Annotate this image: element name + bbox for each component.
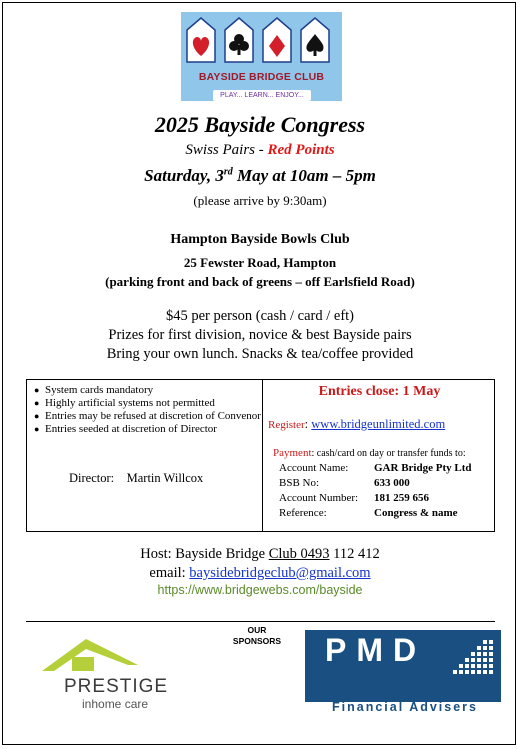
date-time: May at 10am – 5pm bbox=[232, 166, 376, 185]
account-value: 633 000 bbox=[374, 477, 410, 489]
prestige-sub: inhome care bbox=[82, 697, 149, 711]
entries-close: Entries close: 1 May bbox=[318, 384, 441, 399]
red-points-label: Red Points bbox=[267, 142, 335, 158]
pmd-name: PMD bbox=[325, 632, 427, 668]
register-link[interactable]: www.bridgeunlimited.com bbox=[311, 417, 446, 431]
rule-item: ● System cards mandatory bbox=[34, 384, 154, 396]
account-key: BSB No: bbox=[279, 477, 320, 489]
arrival-note: (please arrive by 9:30am) bbox=[193, 193, 327, 208]
director-label: Director: bbox=[69, 471, 115, 485]
director-name: Martin Willcox bbox=[126, 471, 204, 485]
account-key: Account Number: bbox=[279, 492, 359, 504]
host-line bbox=[0, 546, 520, 563]
sponsors-heading bbox=[214, 625, 300, 647]
bar-chart-icon bbox=[453, 636, 503, 676]
account-name-row bbox=[279, 462, 471, 474]
payment-line bbox=[273, 447, 466, 459]
rule-item: ● Highly artificial systems not permitted bbox=[34, 397, 215, 409]
account-value: GAR Bridge Pty Ltd bbox=[374, 462, 472, 474]
pmd-logo bbox=[305, 630, 501, 714]
rule-item: ● Entries may be refused at discretion of Convenor bbox=[34, 410, 261, 422]
host-prefix: Host: Bayside Bridge bbox=[140, 546, 269, 562]
event-date bbox=[0, 166, 520, 186]
event-subtitle bbox=[0, 142, 520, 159]
email-link[interactable]: baysidebridgeclub@gmail.com bbox=[189, 565, 371, 581]
email-line bbox=[0, 565, 520, 582]
price-text: $45 per person (cash / card / eft) bbox=[165, 308, 355, 324]
club-tagline: PLAY... LEARN... ENJOY... bbox=[213, 90, 311, 101]
website-link[interactable]: https://www.bridgewebs.com/bayside bbox=[157, 583, 363, 597]
date-suffix-ordinal: rd bbox=[223, 166, 233, 178]
rules-list bbox=[31, 384, 273, 436]
email-label: email: bbox=[149, 565, 190, 581]
house-roof-icon bbox=[42, 635, 202, 680]
date-prefix: Saturday, 3 bbox=[144, 166, 224, 185]
event-format: Swiss Pairs - bbox=[185, 142, 268, 158]
divider-line bbox=[26, 621, 495, 622]
host-phone-part: Club 0493 bbox=[268, 546, 330, 562]
payment-label: Payment bbox=[273, 447, 312, 459]
prizes-text: Prizes for first division, novice & best Bayside pairs bbox=[108, 327, 412, 343]
prestige-logo bbox=[42, 635, 202, 715]
host-phone-rest: 112 412 bbox=[329, 546, 380, 562]
account-value: Congress & name bbox=[374, 507, 458, 519]
sponsors-heading-line2: SPONSORS bbox=[232, 636, 282, 646]
pmd-sub: Financial Advisers bbox=[332, 700, 478, 714]
payment-note: : cash/card on day or transfer funds to: bbox=[311, 448, 466, 459]
account-value: 181 259 656 bbox=[374, 492, 429, 504]
prestige-name: PRESTIGE bbox=[64, 676, 169, 697]
venue-name: Hampton Bayside Bowls Club bbox=[170, 232, 350, 247]
club-name: BAYSIDE BRIDGE CLUB bbox=[198, 71, 325, 83]
register-label: Register bbox=[268, 419, 305, 431]
club-logo bbox=[181, 12, 342, 101]
account-key: Account Name: bbox=[279, 462, 349, 474]
event-title: 2025 Bayside Congress bbox=[154, 112, 366, 137]
sponsors-heading-line1: OUR bbox=[247, 625, 267, 635]
rule-item: ● Entries seeded at discretion of Director bbox=[34, 423, 217, 435]
register-colon: : bbox=[304, 417, 312, 431]
account-key: Reference: bbox=[279, 507, 327, 519]
account-number-row bbox=[279, 492, 429, 504]
info-box bbox=[26, 379, 495, 532]
register-line bbox=[268, 417, 445, 432]
bsb-row bbox=[279, 477, 410, 489]
venue-address: 25 Fewster Road, Hampton bbox=[183, 255, 337, 270]
parking-note: (parking front and back of greens – off Earlsfield Road) bbox=[105, 274, 415, 289]
lunch-text: Bring your own lunch. Snacks & tea/coffee provided bbox=[106, 346, 414, 362]
reference-row bbox=[279, 507, 458, 519]
director-line bbox=[69, 471, 203, 486]
